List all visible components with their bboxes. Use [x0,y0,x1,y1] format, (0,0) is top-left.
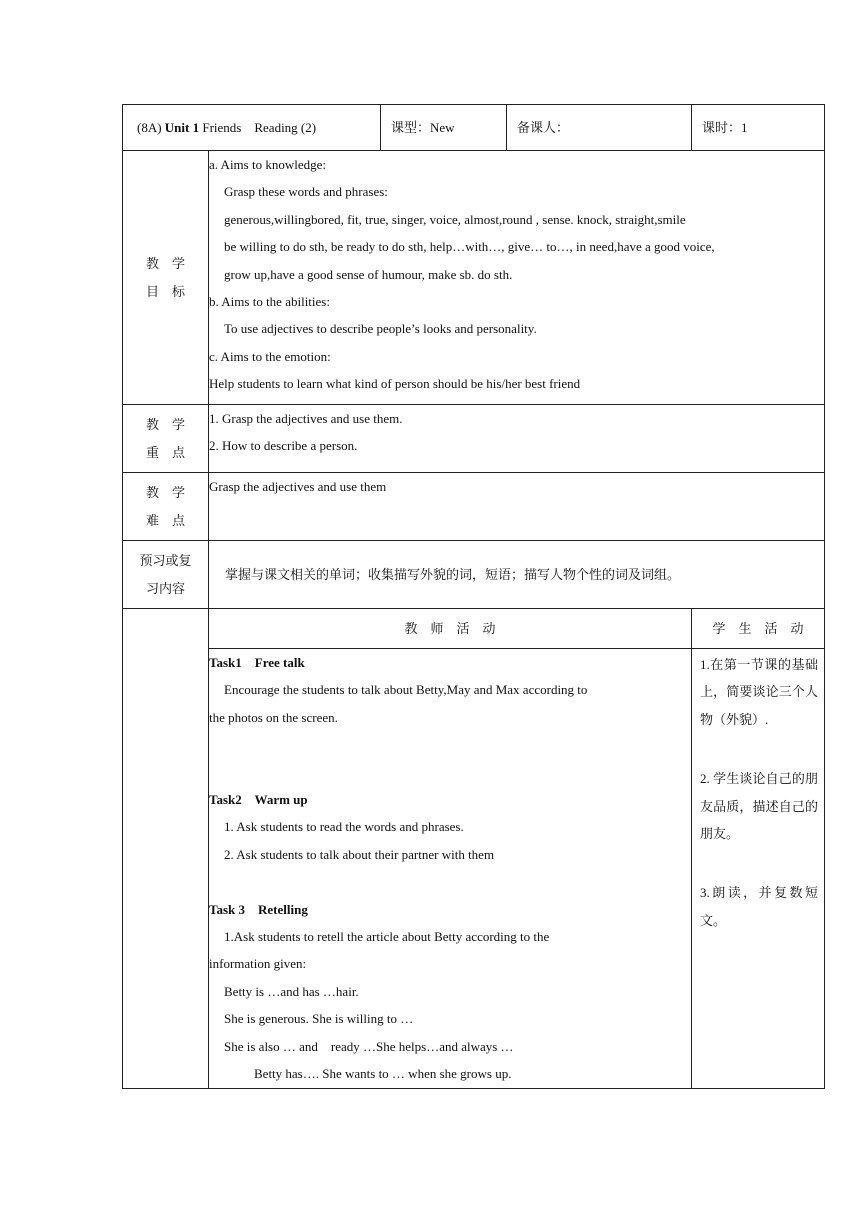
preview-label: 预习或复 习内容 [123,541,209,609]
objective-line: generous,willingbored, fit, true, singer, voice, almost,round , sense. knock, straight,smile [224,211,686,227]
task2-line: 1. Ask students to read the words and phrases. [224,819,464,835]
student-activities [692,649,825,1089]
task1-line: Encourage the students to talk about Betty,May and Max according to [224,682,588,698]
preparer-cell [507,105,692,151]
activities-body-row [123,649,825,1089]
header-row [123,105,825,151]
preview-content [209,541,825,609]
teacher-activities [209,649,692,1089]
objective-line: be willing to do sth, be ready to do sth, help…with…, give… to…, in need,have a good voice, [224,239,715,255]
task3-line: She is generous. She is willing to … [224,1011,414,1027]
unit-title-cell [123,105,381,151]
preparer: 备课人： [517,119,570,135]
objectives-row [123,151,825,405]
objective-line: Help students to learn what kind of person should be his/her best friend [209,376,581,392]
objective-line: a. Aims to knowledge: [209,157,326,172]
task1-line: the photos on the screen. [209,709,338,725]
student-activity-2: 2. 学生谈论自己的朋友品质，描述自己的朋友。 [700,771,819,842]
task2-title: Task2 Warm up [209,792,308,807]
key-point-line: 1. Grasp the adjectives and use them. [209,411,403,426]
student-activities-header: 学 生 活 动 [692,609,825,649]
preview-row [123,541,825,609]
student-activity-1: 1.在第一节课的基础上，简要谈论三个人物（外貌）. [700,657,819,727]
difficulties-content [209,473,825,541]
task3-line: information given: [209,956,307,972]
objective-line: grow up,have a good sense of humour, make sb. do sth. [224,266,513,282]
difficulties-row [123,473,825,541]
periods: 课时：1 [702,119,748,135]
unit-prefix: (8A) [137,119,165,135]
difficulty-line: Grasp the adjectives and use them [209,479,387,494]
objectives-content [209,151,825,405]
task3-line: She is also … and ready …She helps…and always … [224,1038,514,1054]
lesson-type-cell [381,105,507,151]
objective-line: c. Aims to the emotion: [209,348,331,364]
objective-line: Grasp these words and phrases: [224,184,388,200]
objective-line: To use adjectives to describe people’s looks and personality. [224,321,537,337]
preview-text: 掌握与课文相关的单词；收集描写外貌的词，短语；描写人物个性的词及词组。 [225,566,681,582]
task3-line: 1.Ask students to retell the article about Betty according to the [224,929,550,945]
periods-cell [692,105,825,151]
unit-number: Unit 1 [164,119,200,135]
lesson-type: 课型：New [391,119,455,135]
task3-line: Betty has…. She wants to … when she grows up. [254,1066,512,1082]
lesson-plan-table [122,104,825,1089]
activities-label-cell [123,609,209,1089]
teacher-activities-header: 教 师 活 动 [209,609,692,649]
key-point-line: 2. How to describe a person. [209,438,358,454]
unit-title: Friends Reading (2) [199,119,317,135]
task2-line: 2. Ask students to talk about their partner with them [224,846,495,862]
task3-line: Betty is …and has …hair. [224,983,359,999]
objective-line: b. Aims to the abilities: [209,294,330,310]
difficulties-label: 教 学 难 点 [123,473,209,541]
student-activity-3: 3.朗读，并复数短文。 [700,885,819,928]
key-points-label: 教 学 重 点 [123,405,209,473]
task1-title: Task1 Free talk [209,655,305,670]
objectives-label: 教 学 目 标 [123,151,209,405]
key-points-row [123,405,825,473]
activities-header-row [123,609,825,649]
task3-title: Task 3 Retelling [209,901,308,917]
key-points-content [209,405,825,473]
